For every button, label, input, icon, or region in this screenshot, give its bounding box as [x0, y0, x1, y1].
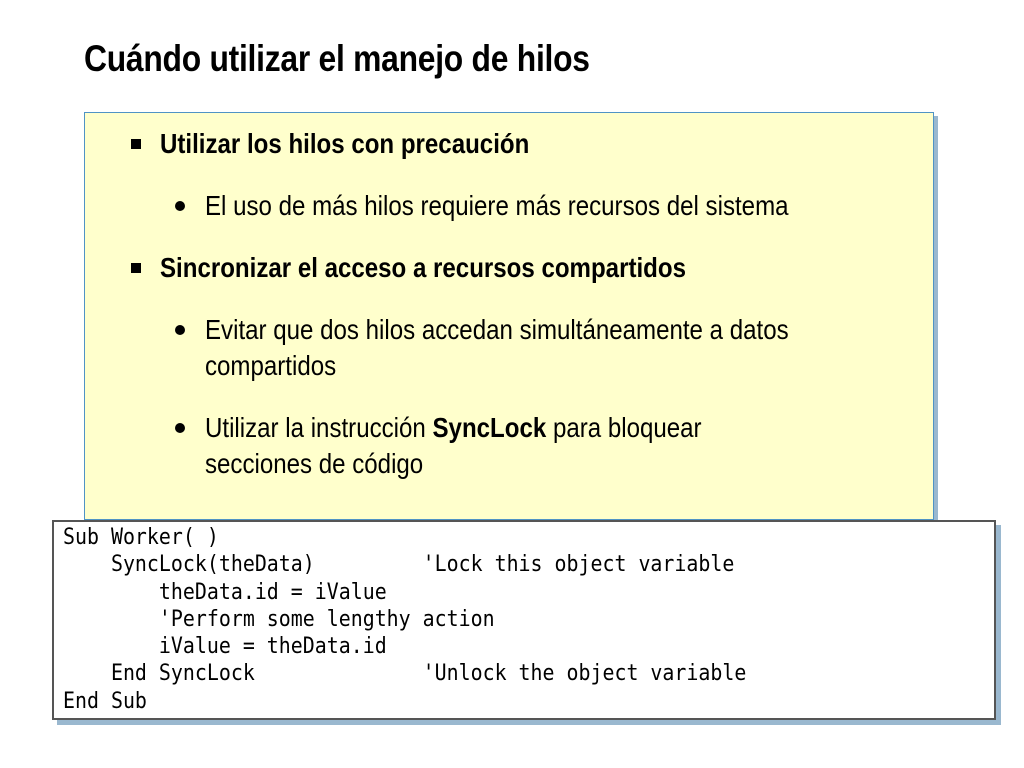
round-bullet-icon — [175, 325, 185, 335]
code-line: 'Perform some lengthy action — [63, 605, 495, 632]
bullet-text-line1: Evitar que dos hilos accedan simultáneamente a datos — [205, 314, 789, 345]
bullet-text-line2: compartidos — [205, 350, 337, 381]
bullet-level2-more-resources: El uso de más hilos requiere más recursos del sistema — [205, 190, 789, 221]
bullet-level1-threads-caution: Utilizar los hilos con precaución — [160, 128, 530, 159]
synclock-keyword: SyncLock — [432, 412, 547, 443]
bullet-level2-use-synclock — [205, 410, 702, 482]
bullet-text-line2: secciones de código — [205, 448, 424, 479]
bullet-text-suffix: para bloquear — [546, 412, 702, 443]
slide-title: Cuándo utilizar el manejo de hilos — [84, 38, 590, 79]
code-line: End Sub — [63, 687, 147, 714]
bullet-level1-synchronize-access: Sincronizar el acceso a recursos compartidos — [160, 252, 686, 283]
code-line: SyncLock(theData) 'Lock this object variable — [63, 551, 735, 578]
code-line: End SyncLock 'Unlock the object variable — [63, 660, 747, 687]
code-example-box — [52, 520, 996, 720]
bullet-level2-avoid-simultaneous-access — [205, 312, 789, 384]
code-line: theData.id = iValue — [63, 578, 387, 605]
round-bullet-icon — [175, 423, 185, 433]
code-line: iValue = theData.id — [63, 633, 387, 660]
round-bullet-icon — [175, 201, 185, 211]
square-bullet-icon — [131, 139, 141, 149]
code-block — [63, 524, 746, 715]
bullet-text-prefix: Utilizar la instrucción — [205, 412, 433, 443]
square-bullet-icon — [131, 263, 141, 273]
code-line: Sub Worker( ) — [63, 524, 219, 550]
